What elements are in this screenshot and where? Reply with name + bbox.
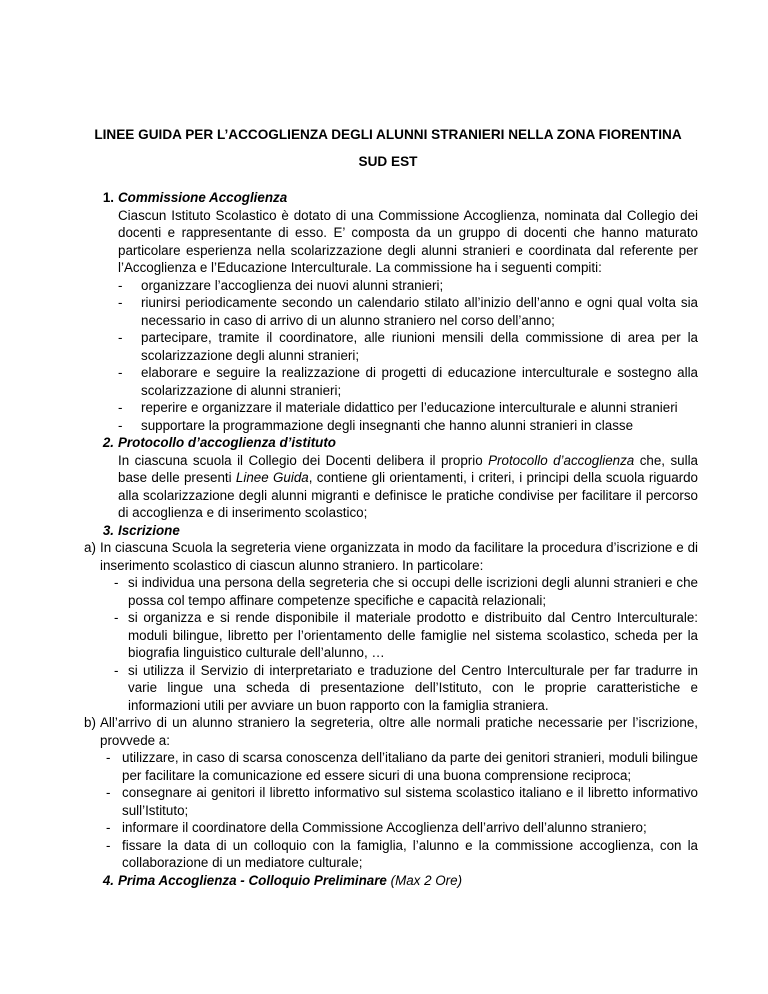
list-item: - partecipare, tramite il coordinatore, alle riunioni mensili della commissione di area per la scolarizzazione degli alunni stranieri; <box>118 330 698 363</box>
section-3-point-a-list <box>84 574 698 714</box>
section-2-title: Protocollo d’accoglienza d’istituto <box>118 435 336 450</box>
section-3-title: Iscrizione <box>118 522 180 538</box>
section-2-heading <box>84 434 698 452</box>
list-item: - si utilizza il Servizio di interpretariato e traduzione del Centro Interculturale per far tradurre in varie lingue una scheda di presentazione dell’Istituto, con le proprie caratteristiche e informazioni utili per avviare un buon rapporto con la famiglia straniera. <box>114 662 698 713</box>
section-4-number: 4. <box>102 872 114 888</box>
section-1-title: Commissione Accoglienza <box>118 190 288 205</box>
section-1-task-list <box>84 277 698 435</box>
section-3-heading <box>84 522 698 540</box>
list-item: - reperire e organizzare il materiale didattico per l’educazione interculturale e alunni stranieri <box>118 400 678 415</box>
list-item: - organizzare l’accoglienza dei nuovi alunni stranieri; <box>118 277 444 293</box>
list-item: - fissare la data di un colloquio con la famiglia, l’alunno e la commissione accoglienza, con la collaborazione di un mediatore culturale; <box>106 837 698 870</box>
list-item: - si individua una persona della segreteria che si occupi delle iscrizioni degli alunni stranieri e che possa col tempo affinare competenze specifiche e capacità relazionali; <box>114 575 698 608</box>
section-1-heading <box>84 189 698 207</box>
section-3-point-b-list <box>84 749 698 872</box>
section-1-number: 1. <box>102 190 114 205</box>
point-b-label: b) <box>84 715 96 730</box>
section-2-text: In ciascuna scuola il Collegio dei Docenti delibera il proprio Protocollo d’accoglienza che, sulla base delle presenti Linee Guida, contiene gli orientamenti, i criteri, i principi della scuola riguardo alla scolarizzazione degli alunni migranti e definisce le pratiche condivise per facilitare il percorso di accoglienza e di inserimento scolastico; <box>118 452 698 520</box>
document-title-line-2: SUD EST <box>358 154 418 169</box>
point-b-text: All’arrivo di un alunno straniero la segreteria, oltre alle normali pratiche necessarie per l’iscrizione, provvede a: <box>100 715 698 748</box>
document-title-line-1: LINEE GUIDA PER L’ACCOGLIENZA DEGLI ALUNNI STRANIERI NELLA ZONA FIORENTINA <box>94 127 682 142</box>
list-item: - consegnare ai genitori il libretto informativo sul sistema scolastico italiano e il libretto informativo sull’Istituto; <box>106 785 698 818</box>
list-item: - si organizza e si rende disponibile il materiale prodotto e distribuito dal Centro Interculturale: moduli bilingue, libretto per l’orientamento delle famiglie nel sistema scolastico, scheda per la biografia linguistico culturale dell’alunno, … <box>114 610 698 660</box>
list-item: - elaborare e seguire la realizzazione di progetti di educazione interculturale e sostegno alla scolarizzazione di alunni stranieri; <box>118 365 698 398</box>
list-item: - informare il coordinatore della Commissione Accoglienza dell’arrivo dell’alunno straniero; <box>106 820 647 835</box>
section-4-title: Prima Accoglienza - Colloquio Preliminare <box>118 872 387 888</box>
section-1-intro: Ciascun Istituto Scolastico è dotato di una Commissione Accoglienza, nominata dal Collegio dei docenti e rappresentante di esso. E’ composta da un gruppo di docenti che hanno maturato particolare esperienza nella scolarizzazione degli alunni stranieri e coordinata dal referente per l’Accoglienza e l’Educazione Interculturale. La commissione ha i seguenti compiti: <box>118 207 698 275</box>
list-item: - utilizzare, in caso di scarsa conoscenza dell’italiano da parte dei genitori stranieri, moduli bilingue per facilitare la comunicazione ed essere sicuri di una buona comprensione reciproca; <box>106 750 698 783</box>
document-body <box>84 189 698 889</box>
section-3-point-b <box>84 714 698 749</box>
section-2-number: 2. <box>102 435 114 450</box>
list-item: - supportare la programmazione degli insegnanti che hanno alunni stranieri in classe <box>118 417 634 433</box>
section-4-heading <box>84 872 698 890</box>
point-a-text: In ciascuna Scuola la segreteria viene organizzata in modo da facilitare la procedura d’iscrizione e di inserimento scolastico di ciascun alunno straniero. In particolare: <box>100 540 698 573</box>
list-item: - riunirsi periodicamente secondo un calendario stilato all’inizio dell’anno e ogni qual volta sia necessario in caso di arrivo di un alunno straniero nel corso dell’anno; <box>118 295 698 328</box>
section-3-point-a <box>84 539 698 574</box>
point-a-label: a) <box>84 540 96 555</box>
section-3-number: 3. <box>102 522 114 538</box>
section-4-duration-note: (Max 2 Ore) <box>390 872 463 888</box>
